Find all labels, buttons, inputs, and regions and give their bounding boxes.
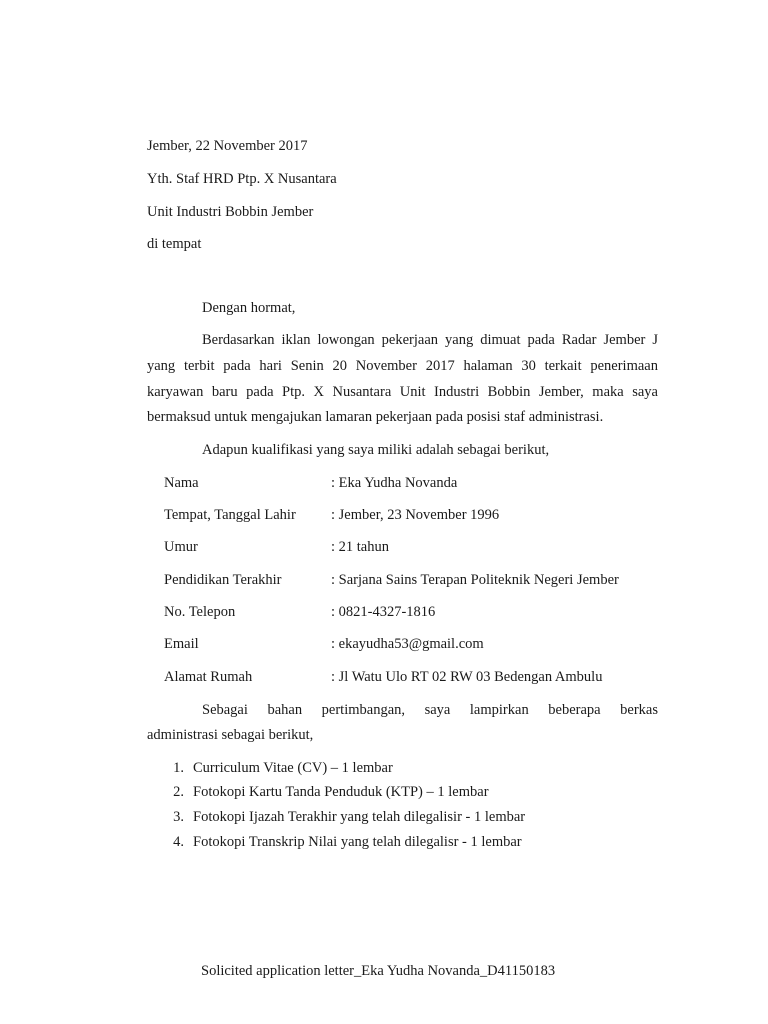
qualification-value: : Jember, 23 November 1996 (331, 507, 500, 523)
list-item: Fotokopi Transkrip Nilai yang telah dilegalisr - 1 lembar (193, 834, 522, 850)
paragraph-2-line-2: administrasi sebagai berikut, (147, 727, 314, 743)
qualification-value: : Eka Yudha Novanda (331, 475, 458, 491)
qualification-label: Email (164, 636, 199, 652)
qualification-label: Nama (164, 475, 199, 491)
list-item: Curriculum Vitae (CV) – 1 lembar (193, 760, 393, 776)
page-footer: Solicited application letter_Eka Yudha Novanda_D41150183 (201, 963, 556, 979)
qualification-intro: Adapun kualifikasi yang saya miliki adalah sebagai berikut, (202, 442, 550, 458)
paragraph-2-line-1: Sebagai bahan pertimbangan, saya lampirkan beberapa berkas (202, 702, 658, 718)
qualification-label: No. Telepon (164, 604, 236, 620)
qualification-value: : ekayudha53@gmail.com (331, 636, 484, 652)
letter-date: Jember, 22 November 2017 (147, 138, 308, 154)
paragraph-1-line-2: yang terbit pada hari Senin 20 November 2017 halaman 30 terkait penerimaan (147, 358, 658, 374)
recipient-line-3: di tempat (147, 236, 202, 252)
qualification-value: : Sarjana Sains Terapan Politeknik Negeri Jember (331, 572, 619, 588)
paragraph-1-line-3: karyawan baru pada Ptp. X Nusantara Unit Industri Bobbin Jember, maka saya (147, 384, 658, 400)
recipient-line-2: Unit Industri Bobbin Jember (147, 204, 314, 220)
qualification-value: : 21 tahun (331, 539, 389, 555)
list-number: 2. (173, 784, 184, 800)
greeting: Dengan hormat, (202, 300, 296, 316)
list-item: Fotokopi Ijazah Terakhir yang telah dilegalisir - 1 lembar (193, 809, 526, 825)
qualification-label: Pendidikan Terakhir (164, 572, 282, 588)
list-item: Fotokopi Kartu Tanda Penduduk (KTP) – 1 lembar (193, 784, 489, 800)
qualification-label: Tempat, Tanggal Lahir (164, 507, 296, 523)
list-number: 3. (173, 809, 184, 825)
qualification-value: : 0821-4327-1816 (331, 604, 436, 620)
paragraph-1-line-1: Berdasarkan iklan lowongan pekerjaan yang dimuat pada Radar Jember J (202, 332, 658, 348)
qualification-label: Alamat Rumah (164, 669, 253, 685)
qualification-label: Umur (164, 539, 198, 555)
recipient-line-1: Yth. Staf HRD Ptp. X Nusantara (147, 171, 337, 187)
list-number: 4. (173, 834, 184, 850)
qualification-value: : Jl Watu Ulo RT 02 RW 03 Bedengan Ambulu (331, 669, 603, 685)
paragraph-1-line-4: bermaksud untuk mengajukan lamaran pekerjaan pada posisi staf administrasi. (147, 409, 604, 425)
list-number: 1. (173, 760, 184, 776)
